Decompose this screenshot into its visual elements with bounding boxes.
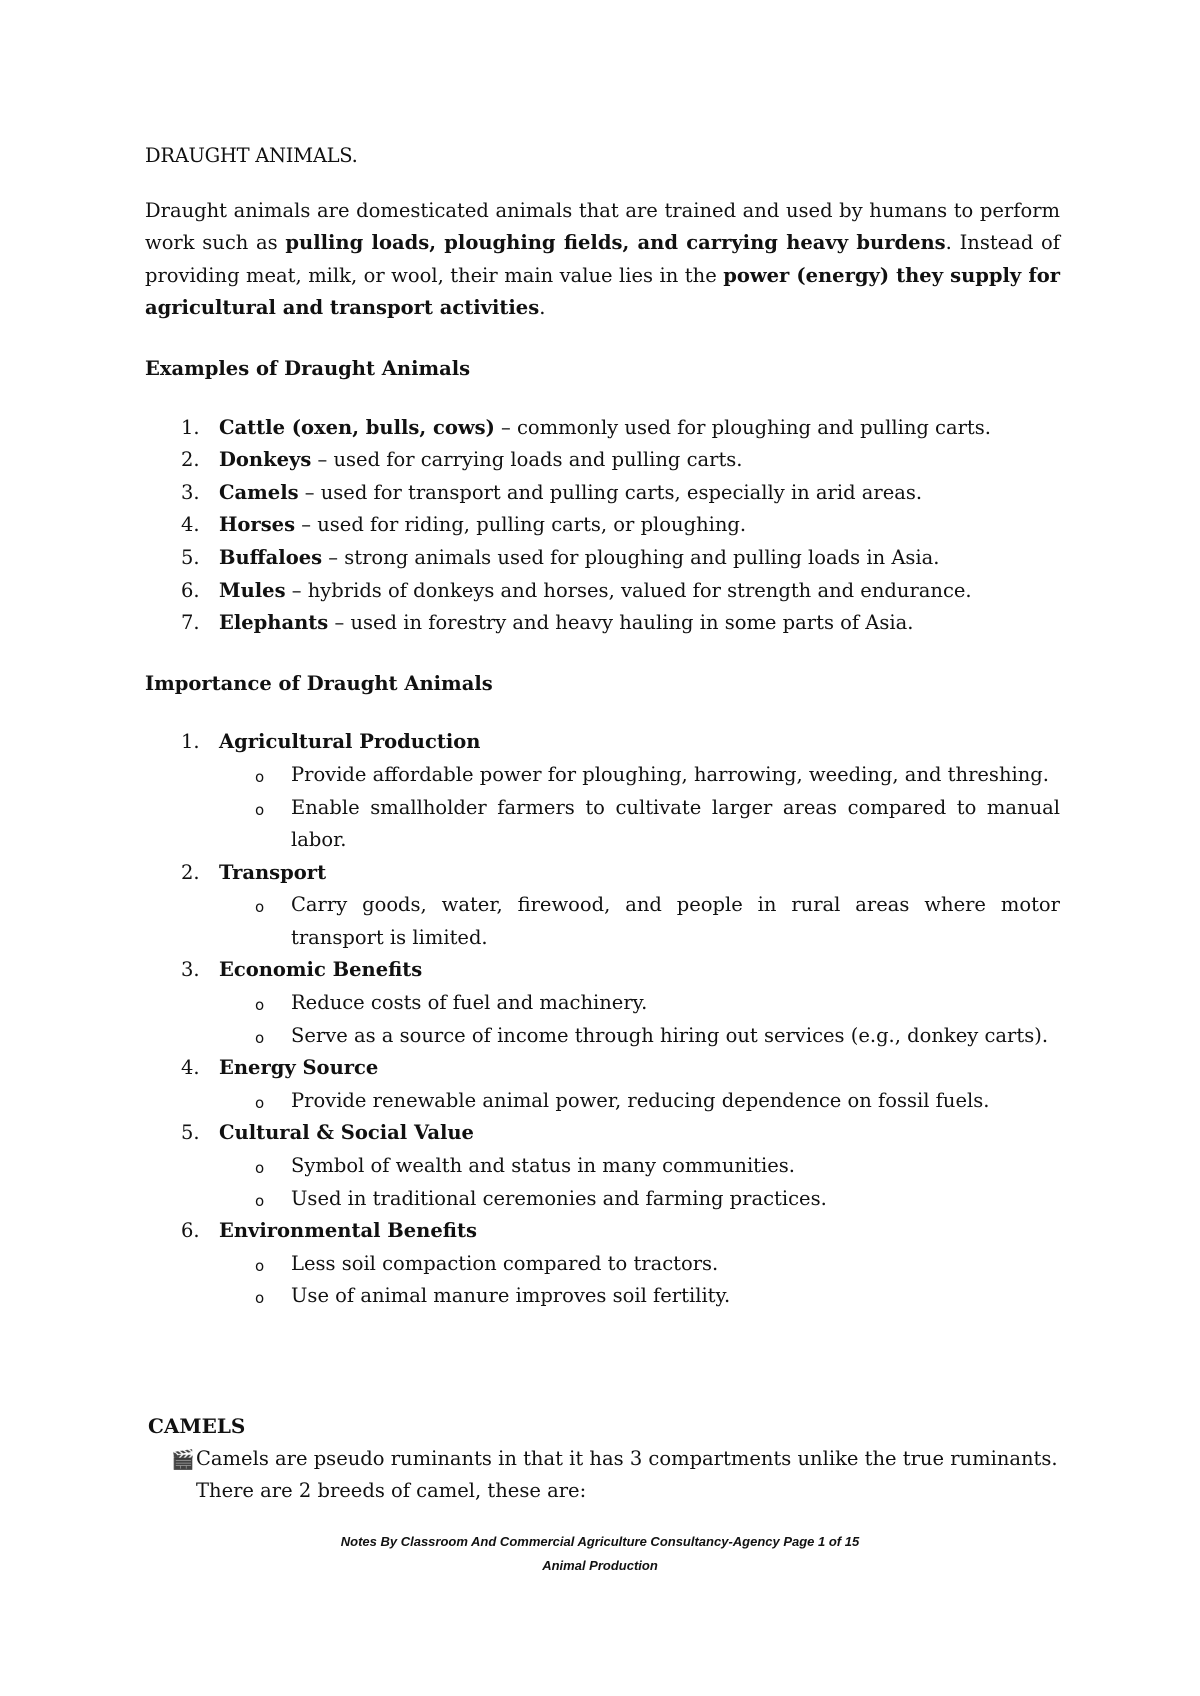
camels-section xyxy=(148,1410,1063,1508)
importance-title: Environmental Benefits xyxy=(219,1219,477,1243)
camels-paragraph xyxy=(138,1443,1063,1508)
list-number: 6. xyxy=(181,1219,200,1243)
bullet-icon: o xyxy=(255,898,265,917)
intro-text-3: . xyxy=(539,296,546,320)
animal-name: Camels xyxy=(219,480,299,504)
list-item xyxy=(145,1215,1060,1313)
list-item xyxy=(145,607,1060,640)
camels-heading: CAMELS xyxy=(148,1414,246,1438)
list-number: 5. xyxy=(181,1121,200,1145)
animal-description: – commonly used for ploughing and pulling carts. xyxy=(494,415,991,439)
list-number: 6. xyxy=(181,578,200,602)
point-text: Enable smallholder farmers to cultivate larger areas compared to manual labor. xyxy=(291,795,1060,852)
document-title: DRAUGHT ANIMALS. xyxy=(145,144,358,167)
list-item xyxy=(145,477,1060,510)
list-item xyxy=(145,412,1060,445)
list-number: 5. xyxy=(181,545,200,569)
point-text: Carry goods, water, firewood, and people in rural areas where motor transport is limited. xyxy=(291,893,1060,949)
importance-title: Energy Source xyxy=(219,1056,379,1080)
animal-description: – used for carrying loads and pulling carts. xyxy=(311,448,743,472)
list-number: 3. xyxy=(181,958,200,982)
list-item xyxy=(145,575,1060,608)
point-text: Serve as a source of income through hiring out services (e.g., donkey carts). xyxy=(291,1023,1049,1047)
animal-description: – used for riding, pulling carts, or ploughing. xyxy=(295,513,747,537)
bullet-icon: o xyxy=(255,1256,265,1275)
bullet-icon: o xyxy=(255,1028,265,1047)
importance-title: Cultural & Social Value xyxy=(219,1121,474,1145)
sub-list-item xyxy=(145,1020,1060,1053)
list-item xyxy=(145,509,1060,542)
animal-name: Donkeys xyxy=(219,448,312,472)
sub-list xyxy=(219,889,1060,954)
animal-name: Elephants xyxy=(219,611,329,635)
page-footer xyxy=(0,1530,1200,1578)
bullet-icon: o xyxy=(255,996,265,1015)
animal-name: Buffaloes xyxy=(219,545,323,569)
list-item xyxy=(145,542,1060,575)
bullet-icon: o xyxy=(255,1191,265,1210)
importance-title: Agricultural Production xyxy=(219,730,481,754)
list-item xyxy=(145,444,1060,477)
main-content xyxy=(145,140,1060,1313)
list-item xyxy=(145,1117,1060,1215)
point-text: Use of animal manure improves soil fertility. xyxy=(291,1284,731,1308)
list-number: 7. xyxy=(181,611,200,635)
list-item xyxy=(145,954,1060,1052)
sub-list-item xyxy=(145,1150,1060,1183)
sub-list-item xyxy=(145,759,1060,792)
sub-list xyxy=(219,759,1060,857)
intro-text-1: Draught animals are domesticated animals that are trained and used by humans to perform work such as xyxy=(145,198,1060,255)
list-number: 1. xyxy=(181,415,200,439)
importance-title: Economic Benefits xyxy=(219,958,423,982)
sub-list-item xyxy=(145,987,1060,1020)
sub-list-item xyxy=(145,1085,1060,1118)
animal-description: – hybrids of donkeys and horses, valued for strength and endurance. xyxy=(285,578,972,602)
sub-list-item xyxy=(145,1280,1060,1313)
animal-name: Horses xyxy=(219,513,296,537)
point-text: Symbol of wealth and status in many communities. xyxy=(291,1154,796,1178)
point-text: Provide renewable animal power, reducing dependence on fossil fuels. xyxy=(291,1088,990,1112)
animal-description: – strong animals used for ploughing and pulling loads in Asia. xyxy=(322,545,940,569)
importance-list xyxy=(145,726,1060,1313)
sub-list-item xyxy=(145,1183,1060,1216)
sub-list-item xyxy=(145,792,1060,857)
point-text: Less soil compaction compared to tractors. xyxy=(291,1251,719,1275)
clapperboard-icon: 🎬 xyxy=(171,1448,195,1471)
point-text: Reduce costs of fuel and machinery. xyxy=(291,991,648,1015)
sub-list xyxy=(219,1150,1060,1215)
bullet-icon: o xyxy=(255,1159,265,1178)
list-number: 4. xyxy=(181,1056,200,1080)
examples-list xyxy=(145,412,1060,640)
bullet-icon: o xyxy=(255,767,265,786)
intro-bold-2: power (energy) they supply for agricultural and transport activities xyxy=(145,263,1060,320)
examples-heading: Examples of Draught Animals xyxy=(145,356,471,380)
bullet-icon: o xyxy=(255,1289,265,1308)
footer-line-2: Animal Production xyxy=(542,1558,658,1573)
sub-list-item xyxy=(145,889,1060,954)
sub-list xyxy=(219,1248,1060,1313)
list-item xyxy=(145,1052,1060,1117)
bullet-icon: o xyxy=(255,800,265,819)
list-number: 2. xyxy=(181,860,200,884)
footer-line-1: Notes By Classroom And Commercial Agriculture Consultancy-Agency Page 1 of 15 xyxy=(340,1534,860,1549)
camels-text: Camels are pseudo ruminants in that it has 3 compartments unlike the true ruminants. There are 2 breeds of camel, these are: xyxy=(196,1446,1058,1503)
animal-name: Mules xyxy=(219,578,286,602)
sub-list-item xyxy=(145,1248,1060,1281)
sub-list xyxy=(219,1085,1060,1118)
list-number: 4. xyxy=(181,513,200,537)
sub-list xyxy=(219,987,1060,1052)
intro-bold-1: pulling loads, ploughing fields, and carrying heavy burdens xyxy=(285,231,946,255)
animal-description: – used for transport and pulling carts, especially in arid areas. xyxy=(298,480,923,504)
animal-name: Cattle (oxen, bulls, cows) xyxy=(219,415,495,439)
intro-text-2: . Instead of providing meat, milk, or wool, their main value lies in the xyxy=(145,231,1061,287)
list-number: 2. xyxy=(181,448,200,472)
point-text: Used in traditional ceremonies and farming practices. xyxy=(291,1186,827,1210)
point-text: Provide affordable power for ploughing, harrowing, weeding, and threshing. xyxy=(291,762,1049,786)
importance-title: Transport xyxy=(219,860,327,884)
intro-paragraph xyxy=(145,195,1060,325)
animal-description: – used in forestry and heavy hauling in some parts of Asia. xyxy=(328,611,914,635)
list-item xyxy=(145,726,1060,856)
list-number: 1. xyxy=(181,730,200,754)
bullet-icon: o xyxy=(255,1093,265,1112)
list-item xyxy=(145,857,1060,955)
list-number: 3. xyxy=(181,480,200,504)
importance-heading: Importance of Draught Animals xyxy=(145,671,493,695)
